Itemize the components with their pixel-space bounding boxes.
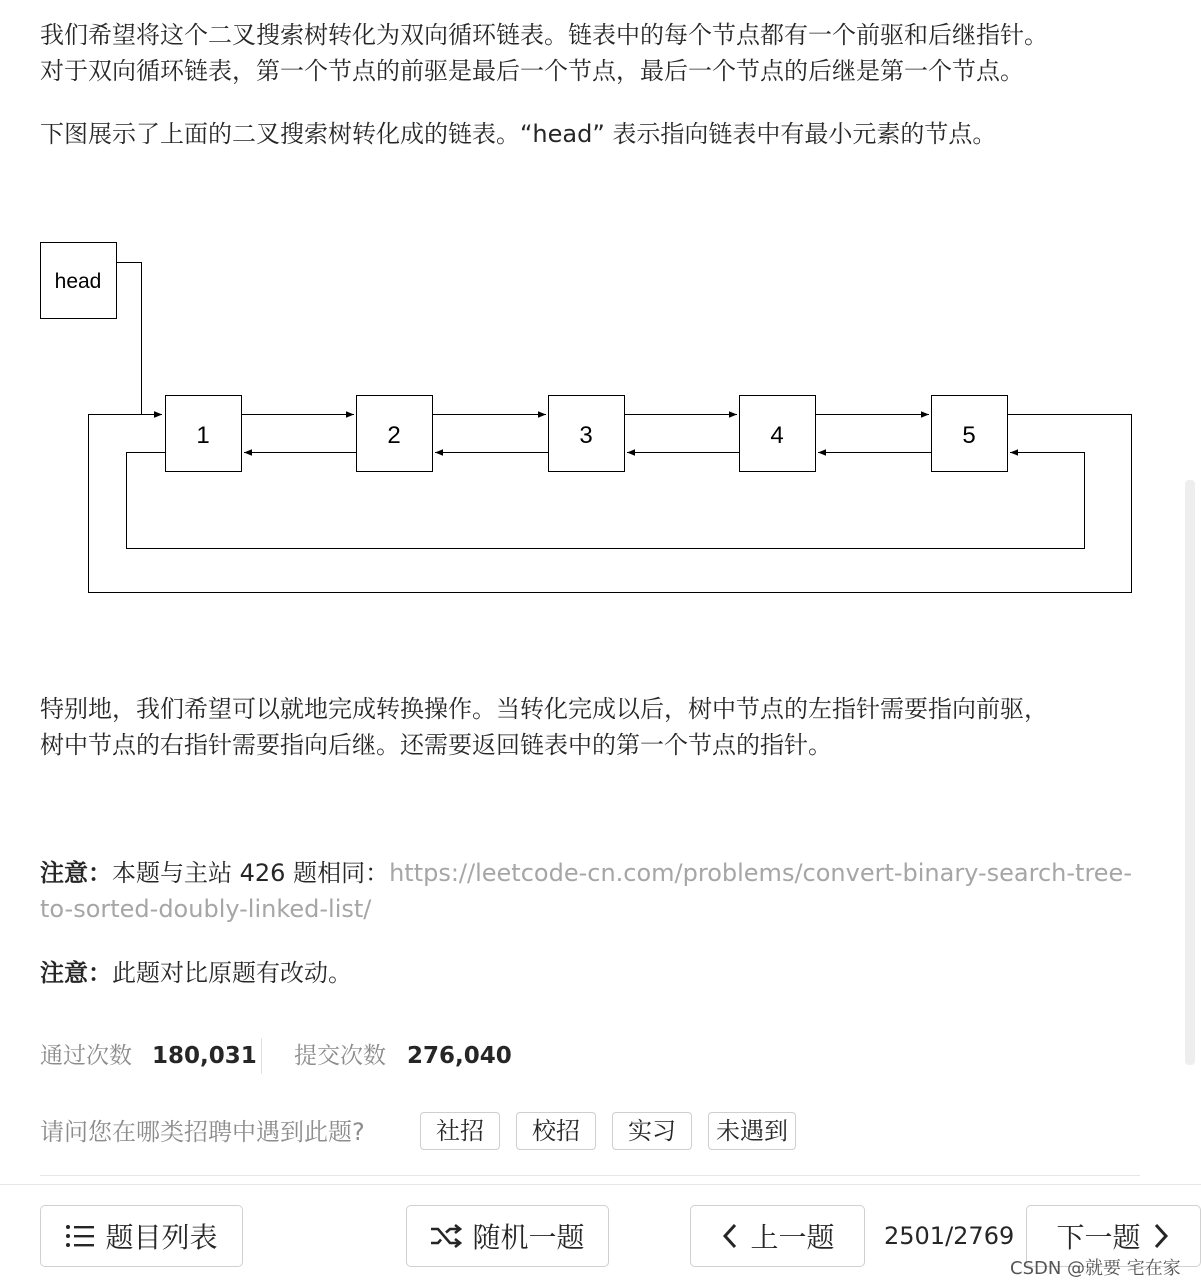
node-label-2: 2 [387, 422, 401, 449]
tag-internship[interactable]: 实习 [612, 1112, 692, 1150]
tag-campus-recruit[interactable]: 校招 [516, 1112, 596, 1150]
description-paragraph-2: 下图展示了上面的二叉搜索树转化成的链表。“head” 表示指向链表中有最小元素的节点。 [40, 120, 997, 148]
description-line: 我们希望将这个二叉搜索树转化为双向循环链表。链表中的每个节点都有一个前驱和后继指针。 [40, 21, 1048, 49]
accepted-label: 通过次数 [40, 1043, 132, 1069]
next-problem-label: 下一题 [1056, 1221, 1141, 1254]
tag-not-encountered[interactable]: 未遇到 [708, 1112, 796, 1150]
node-label-1: 1 [196, 422, 210, 449]
head-pointer-arrow [117, 263, 163, 415]
note-label: 注意： [40, 959, 112, 987]
content-divider [40, 1175, 1140, 1176]
random-problem-label: 随机一题 [472, 1221, 585, 1254]
shuffle-icon [430, 1224, 462, 1248]
note-label: 注意： [40, 859, 112, 887]
note-2 [40, 955, 1150, 991]
previous-problem-button[interactable] [690, 1205, 865, 1267]
problem-list-label: 题目列表 [105, 1221, 218, 1254]
chevron-left-icon [720, 1222, 740, 1250]
random-problem-button[interactable] [406, 1205, 609, 1267]
head-label: head [54, 270, 102, 293]
problem-link-line-2[interactable]: to-sorted-doubly-linked-list/ [40, 895, 372, 923]
submitted-label: 提交次数 [294, 1043, 386, 1069]
problem-list-button[interactable] [40, 1205, 243, 1267]
list-icon [65, 1224, 95, 1248]
stats-divider [261, 1038, 262, 1074]
problem-link-line-1[interactable]: https://leetcode-cn.com/problems/convert-binary-search-tree- [389, 859, 1132, 887]
scrollbar-thumb[interactable] [1185, 480, 1195, 1065]
node-label-5: 5 [962, 422, 976, 449]
description-paragraph-3 [40, 691, 1150, 763]
submitted-count: 276,040 [407, 1043, 512, 1069]
csdn-watermark: CSDN @就要 宅在家 [1010, 1258, 1181, 1279]
accepted-count: 180,031 [152, 1043, 257, 1069]
node-label-3: 3 [579, 422, 593, 449]
previous-problem-label: 上一题 [750, 1221, 835, 1254]
note-text: 此题对比原题有改动。 [112, 959, 352, 987]
note-1 [40, 855, 1150, 927]
interview-question: 请问您在哪类招聘中遇到此题? [40, 1118, 365, 1146]
description-line: 树中节点的右指针需要指向后继。还需要返回链表中的第一个节点的指针。 [40, 731, 832, 759]
description-line: 特别地，我们希望可以就地完成转换操作。当转化完成以后，树中节点的左指针需要指向前驱， [40, 695, 1048, 723]
note-text: 本题与主站 426 题相同： [112, 859, 390, 887]
page-indicator: 2501/2769 [884, 1222, 1015, 1250]
chevron-right-icon [1151, 1222, 1171, 1250]
node-label-4: 4 [770, 422, 784, 449]
description-line: 对于双向循环链表，第一个节点的前驱是最后一个节点，最后一个节点的后继是第一个节点。 [40, 57, 1024, 85]
tag-social-recruit[interactable]: 社招 [420, 1112, 500, 1150]
